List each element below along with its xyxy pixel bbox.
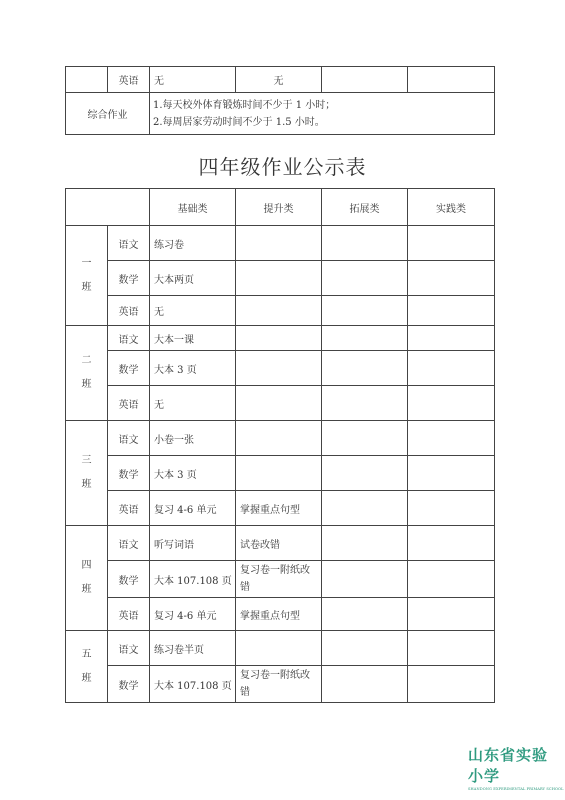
advanced-cell: 掌握重点句型 xyxy=(236,491,322,526)
header-advanced: 提升类 xyxy=(236,189,322,226)
basic-cell: 大本 107.108 页 xyxy=(150,666,236,703)
table-row xyxy=(66,491,495,526)
advanced-cell: 复习卷一附纸改 错 xyxy=(236,561,322,598)
homework-table xyxy=(65,188,495,703)
advanced-cell xyxy=(236,351,322,386)
subject-cell: 英语 xyxy=(108,296,150,326)
basic-cell: 无 xyxy=(150,67,236,93)
subject-cell: 数学 xyxy=(108,351,150,386)
basic-cell: 大本两页 xyxy=(150,261,236,296)
table-row xyxy=(66,326,495,351)
school-logo xyxy=(468,744,563,791)
advanced-cell: 试卷改错 xyxy=(236,526,322,561)
basic-cell: 大本 107.108 页 xyxy=(150,561,236,598)
class-label: 五 班 xyxy=(66,631,108,703)
page-title: 四年级作业公示表 xyxy=(198,155,367,179)
table-row xyxy=(66,261,495,296)
subject-cell: 语文 xyxy=(108,631,150,666)
table-row xyxy=(66,666,495,703)
table-row xyxy=(66,351,495,386)
table-row xyxy=(66,598,495,631)
table-row xyxy=(66,526,495,561)
subject-cell: 语文 xyxy=(108,226,150,261)
basic-cell: 复习 4-6 单元 xyxy=(150,491,236,526)
table-row xyxy=(66,93,495,135)
table-row xyxy=(66,421,495,456)
basic-cell: 小卷一张 xyxy=(150,421,236,456)
class-label: 四 班 xyxy=(66,526,108,631)
advanced-cell xyxy=(236,326,322,351)
advanced-cell xyxy=(236,631,322,666)
basic-cell: 听写词语 xyxy=(150,526,236,561)
basic-cell: 复习 4-6 单元 xyxy=(150,598,236,631)
subject-cell: 英语 xyxy=(108,598,150,631)
basic-cell: 大本 3 页 xyxy=(150,456,236,491)
subject-cell: 语文 xyxy=(108,326,150,351)
header-extension: 拓展类 xyxy=(322,189,408,226)
subject-cell: 语文 xyxy=(108,526,150,561)
table-row xyxy=(66,67,495,93)
basic-cell: 无 xyxy=(150,296,236,326)
header-basic: 基础类 xyxy=(150,189,236,226)
table-row xyxy=(66,386,495,421)
advanced-cell: 掌握重点句型 xyxy=(236,598,322,631)
table-row xyxy=(66,561,495,598)
comprehensive-label: 综合作业 xyxy=(66,93,150,135)
subject-cell: 英语 xyxy=(108,491,150,526)
subject-cell: 数学 xyxy=(108,456,150,491)
advanced-cell xyxy=(236,421,322,456)
advanced-cell: 无 xyxy=(236,67,322,93)
advanced-cell xyxy=(236,226,322,261)
class-label: 一 班 xyxy=(66,226,108,326)
basic-cell: 大本一课 xyxy=(150,326,236,351)
advanced-cell xyxy=(236,386,322,421)
basic-cell: 练习卷 xyxy=(150,226,236,261)
subject-cell: 语文 xyxy=(108,421,150,456)
note-item: 2.每周居家劳动时间不少于 1.5 小时。 xyxy=(153,116,325,128)
subject-cell: 数学 xyxy=(108,561,150,598)
basic-cell: 无 xyxy=(150,386,236,421)
subject-cell: 英语 xyxy=(108,67,150,93)
advanced-cell: 复习卷一附纸改 错 xyxy=(236,666,322,703)
class-label: 三 班 xyxy=(66,421,108,526)
comprehensive-notes xyxy=(150,93,495,135)
subject-cell: 英语 xyxy=(108,386,150,421)
header-row xyxy=(66,189,495,226)
table-row xyxy=(66,456,495,491)
basic-cell: 大本 3 页 xyxy=(150,351,236,386)
header-practice: 实践类 xyxy=(408,189,495,226)
subject-cell: 数学 xyxy=(108,666,150,703)
advanced-cell xyxy=(236,456,322,491)
school-name: 山东省实验小学 xyxy=(468,746,549,785)
advanced-cell xyxy=(236,261,322,296)
class-label: 二 班 xyxy=(66,326,108,421)
table-row xyxy=(66,631,495,666)
school-name-english: SHANDONG EXPERIMENTAL PRIMARY SCHOOL xyxy=(468,787,564,791)
advanced-cell xyxy=(236,296,322,326)
subject-cell: 数学 xyxy=(108,261,150,296)
table-row xyxy=(66,296,495,326)
top-table xyxy=(65,66,495,135)
table-row xyxy=(66,226,495,261)
basic-cell: 练习卷半页 xyxy=(150,631,236,666)
note-item: 1.每天校外体育锻炼时间不少于 1 小时； xyxy=(153,99,336,111)
